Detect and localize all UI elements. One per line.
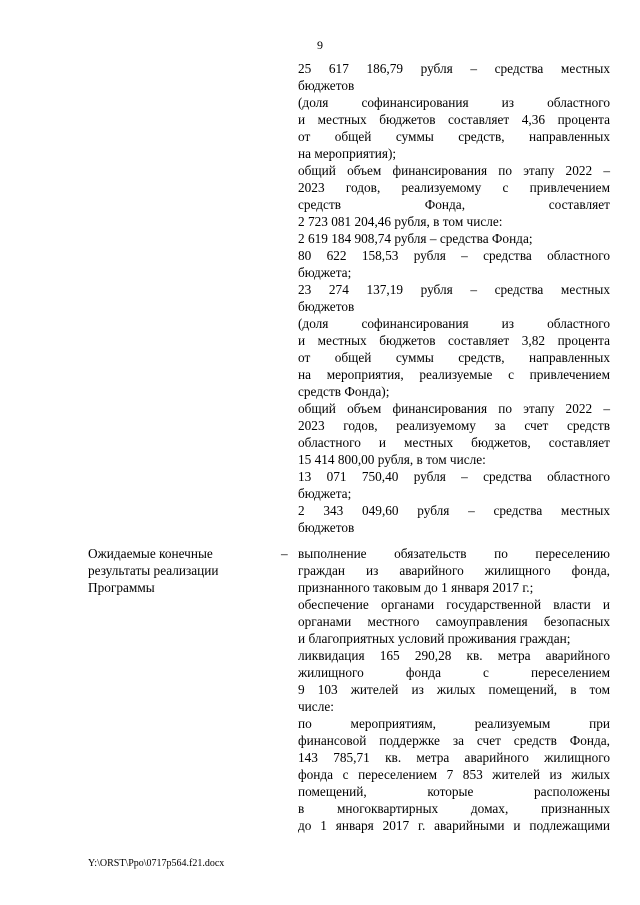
text-line: и местных бюджетов составляет 3,82 процента bbox=[298, 333, 610, 348]
text-line: 9 103 жителей из жилых помещений, в том bbox=[298, 682, 610, 697]
text-line: бюджетов bbox=[298, 78, 355, 93]
text-line: финансовой поддержке за счет средств Фонда, bbox=[298, 733, 610, 748]
text-line: (доля софинансирования из областного bbox=[298, 95, 610, 110]
text-line: 143 785,71 кв. метра аварийного жилищного bbox=[298, 750, 610, 765]
text-line: областного и местных бюджетов, составляет bbox=[298, 435, 610, 450]
text-line: выполнение обязательств по переселению bbox=[298, 546, 610, 561]
text-line: 80 622 158,53 рубля – средства областного bbox=[298, 248, 610, 263]
text-line: органами местного самоуправления безопасных bbox=[298, 614, 610, 629]
text-line: средств Фонда); bbox=[298, 384, 390, 399]
text-line: бюджетов bbox=[298, 520, 355, 535]
text-line: на мероприятия); bbox=[298, 146, 397, 161]
text-line: ликвидация 165 290,28 кв. метра аварийного bbox=[298, 648, 610, 663]
text-line: 13 071 750,40 рубля – средства областного bbox=[298, 469, 610, 484]
text-line: на мероприятия, реализуемые с привлечением bbox=[298, 367, 610, 382]
financing-section bbox=[298, 60, 610, 536]
text-line: до 1 января 2017 г. аварийными и подлежащими bbox=[298, 818, 610, 833]
text-line: бюджета; bbox=[298, 265, 352, 280]
text-line: от общей суммы средств, направленных bbox=[298, 129, 610, 144]
text-line: фонда с переселением 7 853 жителей из жилых bbox=[298, 767, 610, 782]
text-line: и местных бюджетов составляет 4,36 процента bbox=[298, 112, 610, 127]
text-line: 25 617 186,79 рубля – средства местных bbox=[298, 61, 610, 76]
page-number: 9 bbox=[317, 38, 323, 52]
results-section bbox=[298, 545, 610, 834]
text-line: признанного таковым до 1 января 2017 г.; bbox=[298, 580, 534, 595]
text-line: бюджетов bbox=[298, 299, 355, 314]
text-line: по мероприятиям, реализуемым при bbox=[298, 716, 610, 731]
text-line: жилищного фонда с переселением bbox=[298, 665, 610, 680]
label-dash: – bbox=[281, 546, 288, 561]
text-line: 2023 годов, реализуемому за счет средств bbox=[298, 418, 610, 433]
text-line: помещений, которые расположены bbox=[298, 784, 610, 799]
results-label: Ожидаемые конечные результаты реализации Программы bbox=[88, 546, 219, 595]
text-line: 23 274 137,19 рубля – средства местных bbox=[298, 282, 610, 297]
text-line: 2 343 049,60 рубля – средства местных bbox=[298, 503, 610, 518]
text-line: 2 619 184 908,74 рубля – средства Фонда; bbox=[298, 231, 533, 246]
text-line: и благоприятных условий проживания граждан; bbox=[298, 631, 571, 646]
text-line: числе: bbox=[298, 699, 334, 714]
text-line: средств Фонда, составляет bbox=[298, 197, 610, 212]
text-line: (доля софинансирования из областного bbox=[298, 316, 610, 331]
text-line: граждан из аварийного жилищного фонда, bbox=[298, 563, 610, 578]
footer-file-path: Y:\ORST\Ppo\0717p564.f21.docx bbox=[88, 858, 225, 869]
text-line: 15 414 800,00 рубля, в том числе: bbox=[298, 452, 486, 467]
text-line: в многоквартирных домах, признанных bbox=[298, 801, 610, 816]
text-line: общий объем финансирования по этапу 2022 – bbox=[298, 163, 610, 178]
text-line: общий объем финансирования по этапу 2022 – bbox=[298, 401, 610, 416]
text-line: 2023 годов, реализуемому с привлечением bbox=[298, 180, 610, 195]
text-line: 2 723 081 204,46 рубля, в том числе: bbox=[298, 214, 503, 229]
text-line: от общей суммы средств, направленных bbox=[298, 350, 610, 365]
text-line: бюджета; bbox=[298, 486, 352, 501]
text-line: обеспечение органами государственной власти и bbox=[298, 597, 610, 612]
